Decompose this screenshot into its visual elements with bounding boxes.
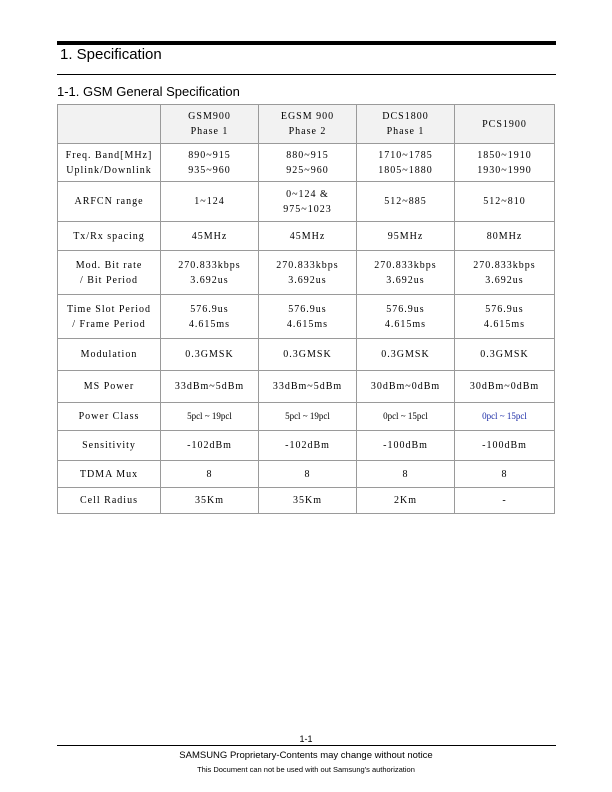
table-row-ms-power xyxy=(58,371,555,403)
table-row-mod-bit-rate xyxy=(58,251,555,295)
row-label: Time Slot Period / Frame Period xyxy=(58,295,161,339)
table-cell: 576.9us 4.615ms xyxy=(161,295,259,339)
table-cell: 1850~1910 1930~1990 xyxy=(455,144,555,182)
table-cell: 5pcl ~ 19pcl xyxy=(161,403,259,431)
table-cell: 80MHz xyxy=(455,222,555,251)
section-title: 1. Specification xyxy=(60,46,162,63)
header-corner-cell xyxy=(58,105,161,144)
table-cell: 512~885 xyxy=(357,182,455,222)
table-cell: 33dBm~5dBm xyxy=(259,371,357,403)
table-cell: 880~915 925~960 xyxy=(259,144,357,182)
table-cell: 0.3GMSK xyxy=(161,339,259,371)
row-label: Modulation xyxy=(58,339,161,371)
row-label: Mod. Bit rate / Bit Period xyxy=(58,251,161,295)
table-cell: 1~124 xyxy=(161,182,259,222)
row-label: Freq. Band[MHz] Uplink/Downlink xyxy=(58,144,161,182)
header-gsm900: GSM900 Phase 1 xyxy=(161,105,259,144)
footer-proprietary-notice: SAMSUNG Proprietary-Contents may change without notice xyxy=(179,750,433,761)
table-cell: 0~124 & 975~1023 xyxy=(259,182,357,222)
title-rule-thin xyxy=(57,74,556,75)
table-cell: 45MHz xyxy=(161,222,259,251)
table-row-modulation xyxy=(58,339,555,371)
table-cell: 8 xyxy=(357,461,455,488)
table-cell: 512~810 xyxy=(455,182,555,222)
subsection-title: 1-1. GSM General Specification xyxy=(57,84,240,99)
table-row-txrx-spacing xyxy=(58,222,555,251)
row-label: Sensitivity xyxy=(58,431,161,461)
table-cell: 30dBm~0dBm xyxy=(455,371,555,403)
table-cell: - xyxy=(455,488,555,514)
table-row-power-class xyxy=(58,403,555,431)
table-cell: 1710~1785 1805~1880 xyxy=(357,144,455,182)
table-cell: 270.833kbps 3.692us xyxy=(455,251,555,295)
table-row-arfcn xyxy=(58,182,555,222)
footer-rule xyxy=(57,745,556,746)
row-label: Tx/Rx spacing xyxy=(58,222,161,251)
table-cell: 270.833kbps 3.692us xyxy=(161,251,259,295)
table-cell: 576.9us 4.615ms xyxy=(357,295,455,339)
table-row-cell-radius xyxy=(58,488,555,514)
table-cell: 30dBm~0dBm xyxy=(357,371,455,403)
table-cell: 270.833kbps 3.692us xyxy=(259,251,357,295)
header-dcs1800: DCS1800 Phase 1 xyxy=(357,105,455,144)
table-row-freq-band xyxy=(58,144,555,182)
table-cell: 0pcl ~ 15pcl xyxy=(455,403,555,431)
row-label: Cell Radius xyxy=(58,488,161,514)
table-cell: 5pcl ~ 19pcl xyxy=(259,403,357,431)
table-cell: -100dBm xyxy=(455,431,555,461)
page-number: 1-1 xyxy=(299,734,313,744)
table-cell: 0pcl ~ 15pcl xyxy=(357,403,455,431)
footer-authorization-notice: This Document can not be used with out Samsung's authorization xyxy=(197,765,415,774)
table-cell: 33dBm~5dBm xyxy=(161,371,259,403)
table-cell: 270.833kbps 3.692us xyxy=(357,251,455,295)
table-cell: 8 xyxy=(259,461,357,488)
table-cell: 0.3GMSK xyxy=(259,339,357,371)
table-cell: 35Km xyxy=(259,488,357,514)
table-cell: 8 xyxy=(455,461,555,488)
table-cell: 2Km xyxy=(357,488,455,514)
table-cell: 0.3GMSK xyxy=(455,339,555,371)
row-label: MS Power xyxy=(58,371,161,403)
row-label: Power Class xyxy=(58,403,161,431)
header-pcs1900: PCS1900 xyxy=(455,105,555,144)
table-row-time-slot xyxy=(58,295,555,339)
table-cell: 95MHz xyxy=(357,222,455,251)
table-row-tdma-mux xyxy=(58,461,555,488)
row-label: TDMA Mux xyxy=(58,461,161,488)
table-cell: 35Km xyxy=(161,488,259,514)
header-egsm900: EGSM 900 Phase 2 xyxy=(259,105,357,144)
table-cell: 890~915 935~960 xyxy=(161,144,259,182)
table-cell: 0.3GMSK xyxy=(357,339,455,371)
table-cell: -102dBm xyxy=(259,431,357,461)
table-cell: 576.9us 4.615ms xyxy=(455,295,555,339)
table-cell: 45MHz xyxy=(259,222,357,251)
title-rule-thick xyxy=(57,41,556,45)
table-cell: -100dBm xyxy=(357,431,455,461)
table-header-row xyxy=(58,105,555,144)
table-cell: 8 xyxy=(161,461,259,488)
row-label: ARFCN range xyxy=(58,182,161,222)
gsm-spec-table xyxy=(57,104,555,514)
table-cell: -102dBm xyxy=(161,431,259,461)
table-cell: 576.9us 4.615ms xyxy=(259,295,357,339)
table-row-sensitivity xyxy=(58,431,555,461)
